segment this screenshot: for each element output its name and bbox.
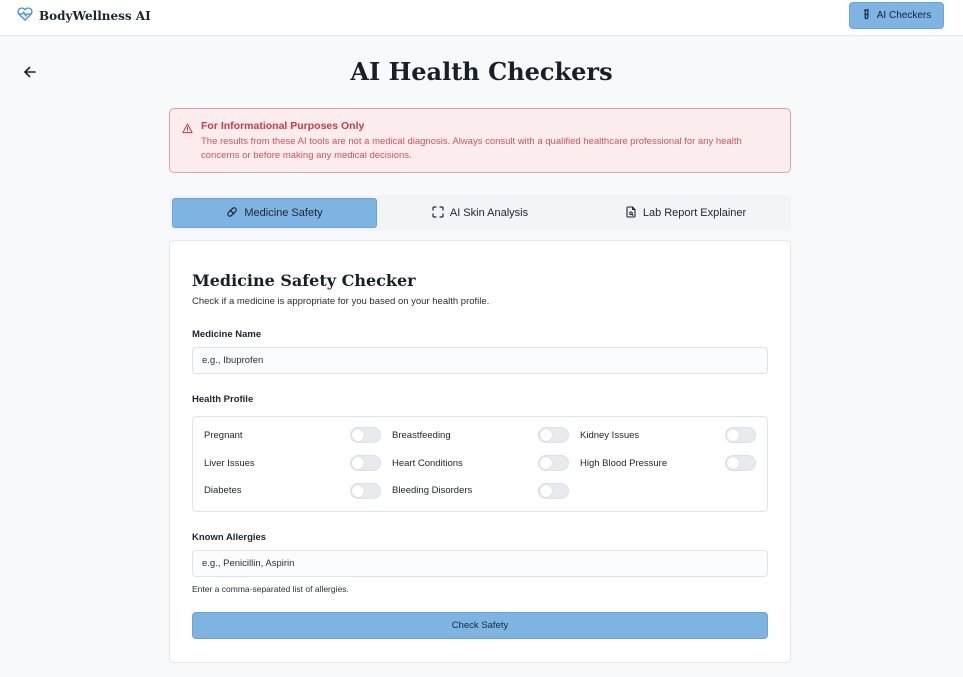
brand[interactable] — [17, 8, 151, 24]
medicine-name-label: Medicine Name — [192, 329, 262, 340]
condition-label-high-blood-pressure: High Blood Pressure — [580, 458, 668, 469]
condition-label-pregnant: Pregnant — [204, 430, 243, 441]
toggle-knob — [540, 457, 552, 469]
condition-label-heart-conditions: Heart Conditions — [392, 458, 463, 469]
toggle-knob — [352, 429, 364, 441]
allergies-hint: Enter a comma-separated list of allergies. — [192, 584, 349, 594]
ai-checkers-button[interactable] — [849, 2, 944, 29]
toggle-liver-issues[interactable] — [350, 455, 381, 471]
test-tube-icon — [862, 9, 871, 23]
card-subtitle: Check if a medicine is appropriate for you based on your health profile. — [192, 296, 490, 307]
condition-label-breastfeeding: Breastfeeding — [392, 430, 451, 441]
medicine-name-input[interactable] — [192, 347, 768, 374]
warning-triangle-icon — [182, 121, 193, 132]
page-title: AI Health Checkers — [350, 57, 613, 86]
disclaimer-alert — [169, 108, 791, 173]
toggle-diabetes[interactable] — [350, 483, 381, 499]
health-profile-box — [192, 416, 768, 512]
toggle-heart-conditions[interactable] — [538, 455, 569, 471]
disclaimer-text: The results from these AI tools are not a medical diagnosis. Always consult with a qualified healthcare professional for any health concerns or before making any medical decisions. — [201, 136, 742, 161]
toggle-high-blood-pressure[interactable] — [725, 455, 756, 471]
ai-checkers-label: AI Checkers — [876, 10, 932, 21]
condition-label-diabetes: Diabetes — [204, 485, 242, 496]
scan-icon — [432, 206, 444, 221]
tab-medicine-safety[interactable] — [172, 198, 377, 228]
disclaimer-title: For Informational Purposes Only — [201, 120, 365, 132]
toggle-pregnant[interactable] — [350, 427, 381, 443]
condition-label-liver-issues: Liver Issues — [204, 458, 255, 469]
tab-lab-report-explainer[interactable] — [583, 198, 788, 228]
toggle-knob — [540, 485, 552, 497]
tab-label: AI Skin Analysis — [449, 207, 529, 219]
known-allergies-label: Known Allergies — [192, 532, 267, 543]
toggle-knob — [727, 429, 739, 441]
condition-label-bleeding-disorders: Bleeding Disorders — [392, 485, 473, 496]
toggle-kidney-issues[interactable] — [725, 427, 756, 443]
brand-name: BodyWellness AI — [39, 9, 151, 23]
toggle-bleeding-disorders[interactable] — [538, 483, 569, 499]
pill-icon — [226, 206, 238, 221]
health-profile-label: Health Profile — [192, 394, 254, 405]
tab-label: Medicine Safety — [244, 207, 323, 219]
toggle-knob — [352, 457, 364, 469]
toggle-knob — [727, 457, 739, 469]
toggle-knob — [352, 485, 364, 497]
toggle-breastfeeding[interactable] — [538, 427, 569, 443]
tab-ai-skin-analysis[interactable] — [377, 198, 583, 228]
heart-pulse-icon — [17, 6, 33, 27]
allergies-input[interactable] — [192, 550, 768, 577]
condition-label-kidney-issues: Kidney Issues — [580, 430, 640, 441]
top-bar — [0, 0, 963, 36]
checker-tabs — [169, 195, 791, 231]
medicine-safety-card — [169, 240, 791, 663]
file-report-icon — [625, 206, 637, 221]
toggle-knob — [540, 429, 552, 441]
check-safety-button[interactable]: Check Safety — [192, 612, 768, 639]
card-title: Medicine Safety Checker — [192, 271, 416, 290]
tab-label: Lab Report Explainer — [642, 207, 747, 219]
